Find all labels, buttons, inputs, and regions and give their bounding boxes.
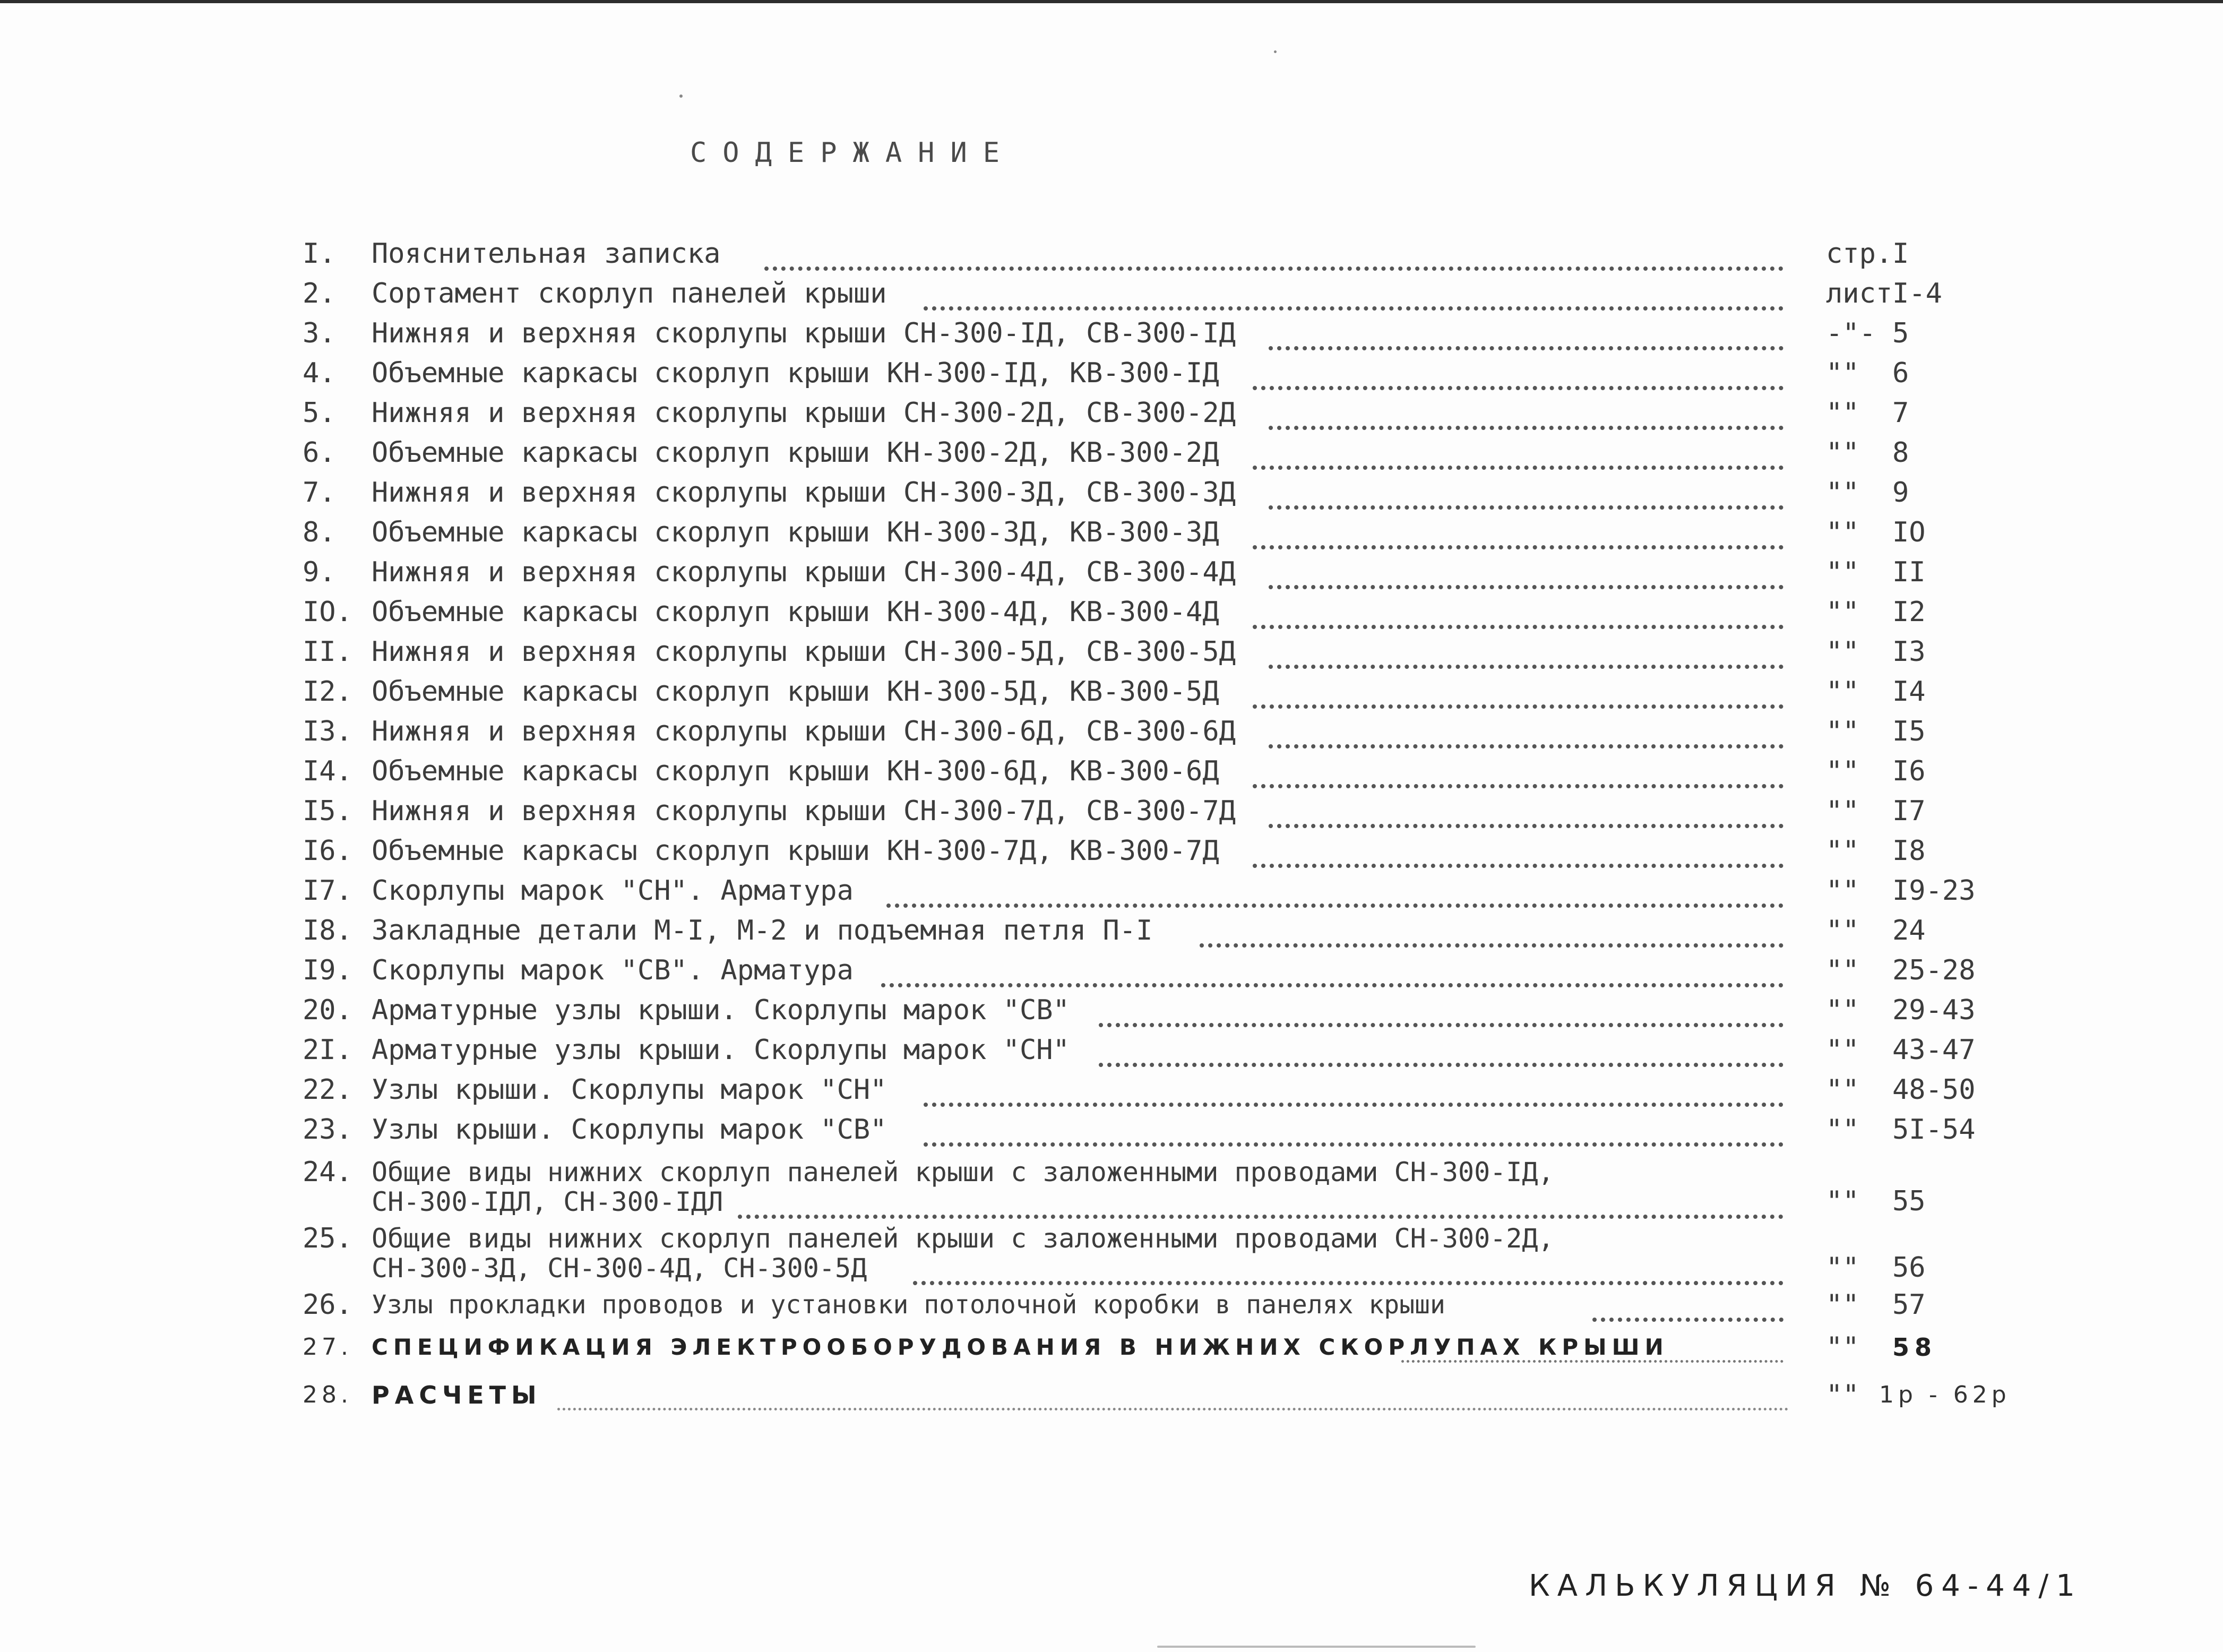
toc-title: Узлы крыши. Скорлупы марок "СН": [372, 1074, 887, 1106]
leader-dots: [557, 1381, 1789, 1410]
calculation-number: КАЛЬКУЛЯЦИЯ № 64-44/1: [1529, 1569, 2082, 1603]
toc-ref: "": [1826, 835, 1859, 867]
toc-ref: "": [1826, 875, 1859, 907]
toc-number: I7.: [303, 875, 352, 907]
toc-number: I5.: [303, 795, 352, 827]
toc-ref: "": [1826, 596, 1859, 628]
leader-dots: [1099, 1036, 1783, 1067]
toc-ref: "": [1826, 994, 1859, 1026]
leader-dots: [886, 877, 1783, 908]
toc-ref: "": [1826, 954, 1859, 986]
toc-number: I9.: [303, 954, 352, 986]
toc-ref: "": [1826, 795, 1859, 827]
toc-ref: "": [1826, 1114, 1859, 1146]
toc-title: Скорлупы марок "СВ". Арматура: [372, 954, 854, 986]
toc-title: РАСЧЕТЫ: [372, 1381, 542, 1409]
leader-dots: [1253, 678, 1783, 709]
toc-page: I8: [1892, 835, 1926, 867]
toc-page: 29-43: [1892, 994, 1976, 1026]
toc-title: Объемные каркасы скорлуп крыши КН-300-2Д, КВ-300-2Д: [372, 437, 1219, 469]
toc-ref: "": [1826, 676, 1859, 708]
leader-dots: [1269, 399, 1783, 430]
toc-ref: "": [1826, 477, 1859, 509]
leader-dots: [1401, 1333, 1783, 1363]
toc-page: I: [1892, 238, 1909, 270]
toc-number: 26.: [303, 1289, 352, 1321]
toc-number: 7.: [303, 477, 336, 509]
leader-dots: [1269, 797, 1783, 828]
toc-number: 20.: [303, 994, 352, 1026]
toc-title: Закладные детали М-I, М-2 и подъемная петля П-I: [372, 915, 1153, 947]
toc-page: I2: [1892, 596, 1926, 628]
toc-title-continued: СН-300-3Д, СН-300-4Д, СН-300-5Д: [372, 1253, 867, 1284]
toc-row: [303, 1223, 2022, 1286]
toc-number: 27.: [303, 1333, 352, 1361]
toc-ref: "": [1826, 716, 1859, 747]
toc-page: 5: [1892, 317, 1909, 349]
toc-title: Узлы прокладки проводов и установки потолочной коробки в панелях крыши: [372, 1290, 1445, 1320]
toc-page: I7: [1892, 795, 1926, 827]
toc-number: 22.: [303, 1074, 352, 1106]
leader-dots: [1253, 598, 1783, 629]
toc-page: 56: [1892, 1252, 1926, 1284]
toc-number: I6.: [303, 835, 352, 867]
leader-dots: [913, 1254, 1783, 1285]
toc-number: 9.: [303, 556, 336, 588]
toc-page: I4: [1892, 676, 1926, 708]
toc-row: [303, 1156, 2022, 1220]
toc-number: 25.: [303, 1223, 352, 1254]
scan-speck: [679, 94, 683, 98]
leader-dots: [1269, 479, 1783, 510]
toc-ref: "": [1826, 1252, 1859, 1284]
toc-title-continued: СН-300-IДЛ, СН-300-IДЛ: [372, 1186, 723, 1217]
toc-page: 57: [1892, 1289, 1926, 1321]
toc-title: Узлы крыши. Скорлупы марок "СВ": [372, 1114, 887, 1146]
toc-ref: "": [1826, 556, 1859, 588]
toc-title: Сортамент скорлуп панелей крыши: [372, 278, 887, 309]
toc-title: Объемные каркасы скорлуп крыши КН-300-IД, КВ-300-IД: [372, 357, 1219, 389]
leader-dots: [1253, 837, 1783, 868]
toc-page: 24: [1892, 915, 1926, 947]
toc-page: IO: [1892, 517, 1926, 548]
toc-title: Общие виды нижних скорлуп панелей крыши с заложенными проводами СН-300-2Д,: [372, 1223, 1554, 1254]
toc-number: 24.: [303, 1156, 352, 1188]
toc-title: Объемные каркасы скорлуп крыши КН-300-3Д, КВ-300-3Д: [372, 517, 1219, 548]
scan-speck: [1274, 50, 1277, 53]
toc-page: I3: [1892, 636, 1926, 668]
leader-dots: [1253, 758, 1783, 788]
toc-page: I6: [1892, 755, 1926, 787]
leader-dots: [1269, 558, 1783, 589]
toc-page: 7: [1892, 397, 1909, 429]
toc-title: Нижняя и верхняя скорлупы крыши СН-300-5Д, СВ-300-5Д: [372, 636, 1236, 668]
toc-ref: лист: [1826, 278, 1893, 309]
toc-title: Скорлупы марок "СН". Арматура: [372, 875, 854, 907]
toc-ref: "": [1826, 357, 1859, 389]
toc-title: Объемные каркасы скорлуп крыши КН-300-7Д, КВ-300-7Д: [372, 835, 1219, 867]
toc-page: 8: [1892, 437, 1909, 469]
toc-number: 2I.: [303, 1034, 352, 1066]
leader-dots: [764, 240, 1783, 271]
toc-page: 25-28: [1892, 954, 1976, 986]
scan-edge-mark: [1157, 1646, 1476, 1648]
toc-ref: "": [1826, 437, 1859, 469]
toc-title: Объемные каркасы скорлуп крыши КН-300-6Д, КВ-300-6Д: [372, 755, 1219, 787]
leader-dots: [1269, 718, 1783, 748]
toc-page: 9: [1892, 477, 1909, 509]
toc-ref: стр.: [1826, 238, 1893, 270]
leader-dots: [1253, 519, 1783, 549]
toc-page: I-4: [1892, 278, 1942, 309]
toc-title: Арматурные узлы крыши. Скорлупы марок "СН": [372, 1034, 1070, 1066]
toc-number: I4.: [303, 755, 352, 787]
toc-title: Нижняя и верхняя скорлупы крыши СН-300-IД, СВ-300-IД: [372, 317, 1236, 349]
document-title: СОДЕРЖАНИЕ: [690, 137, 1016, 169]
toc-ref: "": [1826, 517, 1859, 548]
leader-dots: [738, 1188, 1783, 1219]
leader-dots: [1099, 996, 1783, 1027]
toc-page: 55: [1892, 1185, 1926, 1217]
toc-number: 6.: [303, 437, 336, 469]
toc-page: I9-23: [1892, 875, 1976, 907]
toc-page: 43-47: [1892, 1034, 1976, 1066]
toc-ref: "": [1826, 636, 1859, 668]
toc-title: Объемные каркасы скорлуп крыши КН-300-5Д, КВ-300-5Д: [372, 676, 1219, 708]
leader-dots: [924, 1116, 1783, 1147]
toc-ref: "": [1826, 397, 1859, 429]
toc-ref: "": [1826, 1034, 1859, 1066]
toc-ref: "": [1826, 1185, 1859, 1217]
leader-dots: [1200, 917, 1783, 948]
toc-page: 5I-54: [1892, 1114, 1976, 1146]
toc-page: II: [1892, 556, 1926, 588]
toc-title: Нижняя и верхняя скорлупы крыши СН-300-3Д, СВ-300-3Д: [372, 477, 1236, 509]
toc-title: Арматурные узлы крыши. Скорлупы марок "СВ": [372, 994, 1070, 1026]
toc-title: Нижняя и верхняя скорлупы крыши СН-300-2Д, СВ-300-2Д: [372, 397, 1236, 429]
toc-number: 23.: [303, 1114, 352, 1146]
leader-dots: [1592, 1291, 1783, 1322]
leader-dots: [1269, 638, 1783, 669]
toc-ref: "": [1826, 1074, 1859, 1106]
leader-dots: [1253, 439, 1783, 470]
toc-number: I2.: [303, 676, 352, 708]
toc-title: Нижняя и верхняя скорлупы крыши СН-300-4Д, СВ-300-4Д: [372, 556, 1236, 588]
leader-dots: [924, 280, 1783, 311]
toc-ref: "": [1826, 1331, 1859, 1363]
toc-number: 5.: [303, 397, 336, 429]
toc-number: II.: [303, 636, 352, 668]
leader-dots: [1269, 320, 1783, 350]
toc-ref: "": [1826, 915, 1859, 947]
toc-ref: "": [1826, 1289, 1859, 1321]
toc-title: Общие виды нижних скорлуп панелей крыши с заложенными проводами СН-300-IД,: [372, 1157, 1554, 1188]
toc-page: 1р - 62р: [1879, 1381, 2011, 1408]
toc-number: 3.: [303, 317, 336, 349]
toc-page: 58: [1892, 1333, 1937, 1362]
toc-number: I3.: [303, 716, 352, 747]
toc-ref: "": [1826, 1379, 1859, 1411]
leader-dots: [881, 957, 1783, 987]
toc-title: Пояснительная записка: [372, 238, 721, 270]
toc-page: I5: [1892, 716, 1926, 747]
toc-ref: "": [1826, 755, 1859, 787]
toc-page: 48-50: [1892, 1074, 1976, 1106]
toc-number: I.: [303, 238, 336, 270]
toc-ref: -"-: [1826, 317, 1876, 349]
toc-number: 28.: [303, 1381, 352, 1408]
toc-title: СПЕЦИФИКАЦИЯ ЭЛЕКТРООБОРУДОВАНИЯ В НИЖНИХ СКОРЛУПАХ КРЫШИ: [372, 1334, 1669, 1360]
toc-title: Нижняя и верхняя скорлупы крыши СН-300-6Д, СВ-300-6Д: [372, 716, 1236, 747]
toc-page: 6: [1892, 357, 1909, 389]
toc-title: Объемные каркасы скорлуп крыши КН-300-4Д, КВ-300-4Д: [372, 596, 1219, 628]
toc-number: 2.: [303, 278, 336, 309]
toc-number: I8.: [303, 915, 352, 947]
leader-dots: [924, 1076, 1783, 1107]
top-border: [0, 0, 2223, 3]
toc-title: Нижняя и верхняя скорлупы крыши СН-300-7Д, СВ-300-7Д: [372, 795, 1236, 827]
toc-number: 4.: [303, 357, 336, 389]
toc-number: IO.: [303, 596, 352, 628]
toc-number: 8.: [303, 517, 336, 548]
leader-dots: [1253, 359, 1783, 390]
